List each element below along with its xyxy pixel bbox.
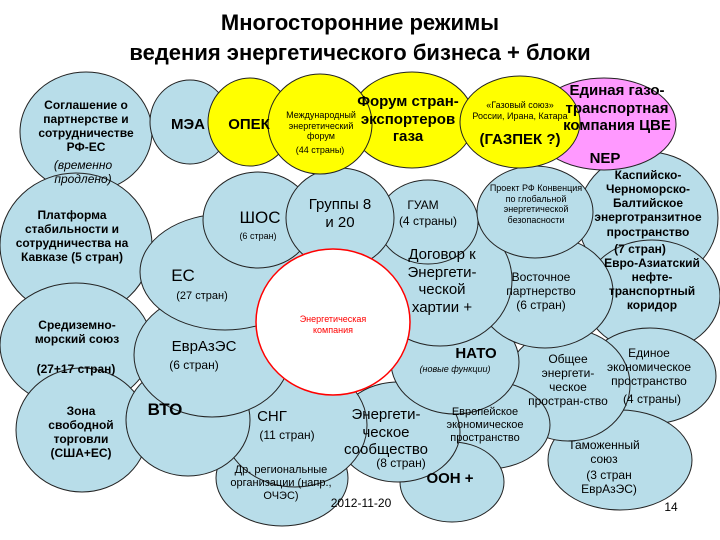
label-sredizemno-count: (27+17 стран) bbox=[36, 362, 116, 376]
label-sng-count: (11 стран) bbox=[259, 428, 315, 442]
label-nato: НАТО bbox=[455, 345, 497, 362]
label-edinoe-count: (4 страны) bbox=[622, 392, 682, 406]
label-sredizemno: Средиземно-морский союз bbox=[34, 318, 120, 347]
page-title: Многосторонние режимы ведения энергетического бизнеса + блоки bbox=[129, 10, 591, 65]
label-forum: Форум стран-экспортеров газа bbox=[357, 93, 459, 146]
label-evropeyskoe: Европейское экономическое пространство bbox=[446, 406, 524, 444]
label-vto: ВТО bbox=[147, 400, 183, 419]
label-kaspiysko: Каспийско-Черноморско-Балтийское энерготранзитное пространство bbox=[594, 168, 702, 239]
label-center: Энергетическая компания bbox=[299, 314, 367, 335]
label-es-count: (27 стран) bbox=[176, 290, 228, 302]
label-tamozhenny-count: (3 стран ЕврАзЭС) bbox=[581, 468, 637, 497]
label-mezhdunarodny: Международный энергетический форум bbox=[286, 110, 356, 142]
label-obshchee: Общее энергети-ческое простран-ство bbox=[528, 352, 608, 409]
label-shos: ШОС bbox=[239, 208, 281, 227]
label-edinaya-tail: NEP bbox=[589, 150, 621, 167]
footer-date: 2012-11-20 bbox=[330, 496, 392, 510]
label-gazovy: «Газовый союз» России, Ирана, Катара bbox=[472, 100, 568, 121]
label-regional: Др. региональные организации (напр., ОЧЭС) bbox=[230, 464, 332, 502]
label-proekt: Проект РФ Конвенция по глобальной энергетической безопасности bbox=[489, 183, 583, 225]
label-evraes-count: (6 стран) bbox=[169, 358, 219, 372]
label-guam-count: (4 страны) bbox=[398, 214, 458, 228]
page-number: 14 bbox=[664, 500, 678, 514]
label-soobshchestvo: Энергети-ческое сообщество bbox=[344, 406, 428, 459]
label-soglashenie: Соглашение о партнерстве и сотрудничестве РФ-ЕС bbox=[38, 98, 134, 155]
label-zona: Зона свободной торговли (США+ЕС) bbox=[48, 404, 114, 461]
label-es: ЕС bbox=[171, 266, 195, 285]
label-sng: СНГ bbox=[257, 408, 287, 425]
label-edinoe: Единое экономическое пространство bbox=[606, 346, 692, 389]
label-oon: ООН + bbox=[426, 470, 474, 487]
label-dogovor: Договор к Энергети-ческой хартии + bbox=[407, 246, 477, 317]
label-tamozhenny: Таможенный союз bbox=[568, 438, 640, 467]
label-opek: ОПЕК bbox=[228, 116, 270, 133]
label-kaspiysko-count: (7 стран) bbox=[614, 242, 666, 256]
label-edinaya: Единая газо-транспортная компания ЦВЕ bbox=[563, 82, 671, 135]
label-nato-note: (новые функции) bbox=[419, 364, 491, 374]
label-vremenno: (временно продлено) bbox=[53, 158, 113, 187]
label-guam: ГУАМ bbox=[407, 198, 439, 212]
label-evroaziatsky: Евро-Азиатский нефте-транспортный коридор bbox=[604, 256, 700, 313]
label-shos-count: (6 стран) bbox=[239, 231, 277, 241]
label-vostochnoe: Восточное партнерство bbox=[506, 270, 576, 299]
label-mezhdunarodny-count: (44 страны) bbox=[295, 145, 345, 155]
label-vostochnoe-count: (6 стран) bbox=[516, 298, 566, 312]
label-mea: МЭА bbox=[171, 116, 205, 133]
label-soobshchestvo-count: (8 стран) bbox=[376, 456, 426, 470]
label-platforma: Платформа стабильности и сотрудничества на Кавказе (5 стран) bbox=[15, 208, 129, 265]
label-gruppy: Группы 8 и 20 bbox=[308, 196, 372, 231]
label-evraes: ЕврАзЭС bbox=[171, 338, 237, 355]
label-gazpek: (ГАЗПЕК ?) bbox=[479, 131, 561, 148]
